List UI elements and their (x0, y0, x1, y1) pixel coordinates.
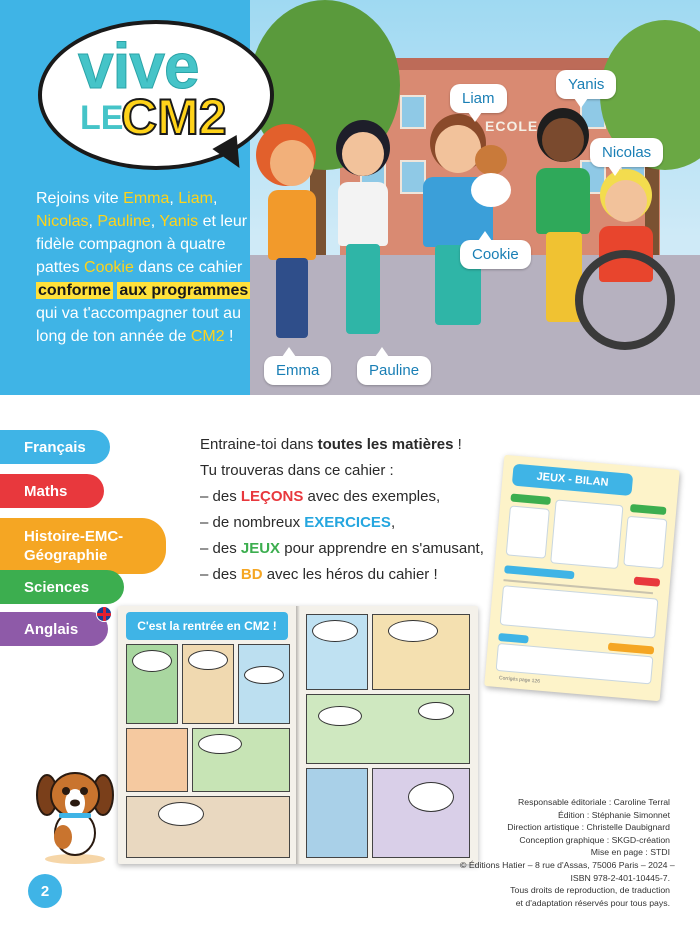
logo-le: LE (80, 99, 124, 137)
publisher-credits: Responsable éditoriale : Caroline Terral Édition : Stéphanie Simonnet Direction artistique : Christelle Daubignard Conception graphique : SKGD-création Mise en page : STDI © Éditions Hatier – 8 rue d'Assas, 75006 Paris – 2024 – ISBN 978-2-401-10445-7. Tous droits de reproduction, de traduction et d'adaptation réservés pour tous pays. (460, 797, 675, 908)
name-pauline: Pauline (97, 213, 151, 230)
uk-flag-icon (96, 606, 112, 622)
tab-francais: Français (0, 430, 110, 464)
label-emma: Emma (264, 356, 331, 385)
jeux-bilan-page-preview: JEUX - BILAN Corrigés page 126 (484, 455, 680, 701)
word-search-grid (550, 499, 623, 569)
cookie-dog-mascot (35, 765, 115, 865)
tab-maths: Maths (0, 474, 104, 508)
label-pauline: Pauline (357, 356, 431, 385)
tab-anglais: Anglais (0, 612, 108, 646)
name-cm2: CM2 (190, 328, 225, 345)
school-scene-illustration (250, 0, 700, 395)
intro-paragraph: Rejoins vite Emma, Liam, Nicolas, Pauline, Yanis et leur fidèle compagnon à quatre pattes Cookie dans ce cahier conforme aux programmes qui va t'accompagner tout au long de ton année de CM2 ! (36, 190, 249, 345)
highlight-aux-programmes: aux programmes (119, 282, 249, 299)
hero-banner (0, 0, 700, 395)
name-yanis: Yanis (159, 213, 199, 230)
tab-sciences: Sciences (0, 570, 124, 604)
logo-cm2: CM2 (121, 89, 227, 145)
numbers-table (500, 585, 659, 638)
label-cookie: Cookie (460, 240, 531, 269)
content-description: Entraine-toi dans toutes les matières ! Tu trouveras dans ce cahier : – des LEÇONS avec des exemples, – de nombreux EXERCICES, – des JEUX pour apprendre en s'amusant, – des BD avec les héros du cahier ! (200, 436, 484, 583)
highlight-conforme: conforme (38, 282, 111, 299)
name-liam: Liam (178, 190, 213, 207)
label-nicolas: Nicolas (590, 138, 663, 167)
tab-histoire-emc-geographie: Histoire-EMC- Géographie (0, 518, 166, 574)
name-nicolas: Nicolas (36, 213, 89, 230)
page-number: 2 (28, 874, 62, 908)
label-yanis: Yanis (556, 70, 616, 99)
jeux-bilan-title: JEUX - BILAN (512, 464, 633, 496)
wheelchair (575, 250, 675, 350)
comic-spread-preview (118, 606, 478, 864)
name-emma: Emma (123, 190, 170, 207)
school-sign: ECOLE (485, 118, 539, 134)
logo-vive: vive (78, 30, 199, 102)
comic-title: C'est la rentrée en CM2 ! (126, 612, 288, 640)
name-cookie: Cookie (84, 259, 134, 276)
label-liam: Liam (450, 84, 507, 113)
